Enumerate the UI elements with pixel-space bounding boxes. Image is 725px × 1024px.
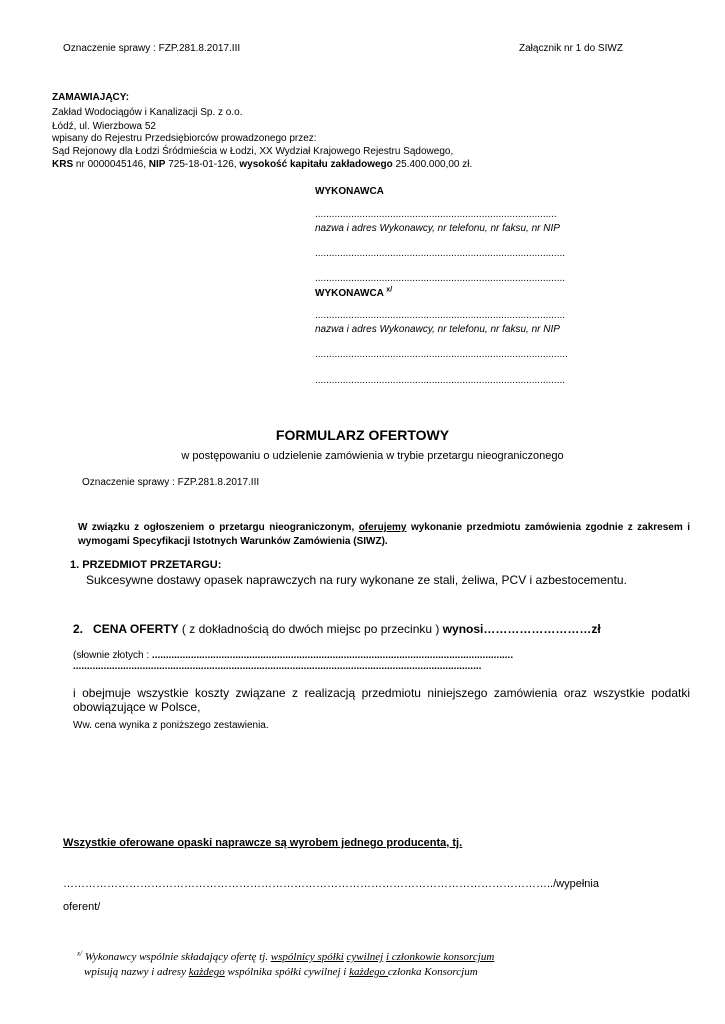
footnote-line2: [84, 966, 478, 978]
footnote-line1: [77, 951, 494, 963]
buyer-address: Łódź, ul. Wierzbowa 52: [52, 121, 156, 132]
krs-label: KRS: [52, 159, 74, 170]
footnote-underlined: każdego: [188, 966, 225, 978]
price-dots-line[interactable]: ...................................................................................................................................................: [73, 661, 482, 672]
producer-field[interactable]: ……………………………………………………………………………………………………………………../wypełnia: [63, 878, 599, 890]
footnote-text: członka Konsorcjum: [387, 966, 478, 978]
price-in-words-label: (słownie złotych :: [73, 650, 152, 661]
case-reference-header: Oznaczenie sprawy : FZP.281.8.2017.III: [63, 43, 241, 54]
form-case-reference: Oznaczenie sprawy : FZP.281.8.2017.III: [82, 477, 260, 488]
footnote-underlined: każdego: [349, 966, 388, 978]
buyer-name: Zakład Wodociągów i Kanalizacji Sp. z o.o.: [52, 107, 243, 118]
footnote-text: Wykonawcy wspólnie składający ofertę tj.: [82, 951, 271, 963]
capital-value: 25.400.000,00 zł.: [392, 159, 473, 170]
price-derived-text: Ww. cena wynika z poniższego zestawienia.: [73, 720, 269, 731]
contractor-dots[interactable]: ..........................................................................................: [315, 310, 566, 321]
producer-suffix: oferent/: [63, 901, 101, 913]
nip-label: NIP: [148, 159, 166, 170]
intro-text: W związku z ogłoszeniem o przetargu nieograniczonym,: [78, 522, 359, 533]
price-includes-text: i obejmuje wszystkie koszty związane z realizacją przedmiotu niniejszego zamówienia oraz wszystkie podatki obowiązujące w Polsce,: [73, 686, 690, 714]
intro-text: wykonanie przedmiotu zamówienia zgodnie z zakresem i wymogami Specyfikacji Istotnych Warunków Zamówienia (SIWZ).: [78, 522, 690, 547]
buyer-registry-line2: Sąd Rejonowy dla Łodzi Śródmieścia w Łodzi, XX Wydział Krajowego Rejestru Sądowego,: [52, 146, 454, 157]
contractor-dots[interactable]: ...........................................................................................: [315, 349, 568, 360]
buyer-label: ZAMAWIAJĄCY:: [52, 92, 130, 103]
capital-label: wysokość kapitału zakładowego: [239, 159, 393, 170]
section-2-note: ( z dokładnością do dwóch miejsc po przecinku ): [178, 622, 443, 636]
section-2-heading: [73, 622, 601, 636]
section-1-heading: 1. PRZEDMIOT PRZETARGU:: [70, 559, 222, 571]
contractor-dots[interactable]: ..........................................................................................: [315, 375, 566, 386]
attachment-label: Załącznik nr 1 do SIWZ: [519, 43, 623, 54]
price-in-words-field[interactable]: ..................................................................................................................................: [151, 650, 514, 661]
contractor-dots[interactable]: .......................................................................................: [315, 209, 557, 220]
footnote-marker: x/: [386, 286, 393, 294]
contractor-label-text: WYKONAWCA: [315, 288, 384, 299]
intro-underlined: oferujemy: [358, 522, 407, 533]
footnote-underlined: wspólnicy spółki: [270, 951, 344, 963]
section-1-text: Sukcesywne dostawy opasek naprawczych na rury wykonane ze stali, żeliwa, PCV i azbestocementu.: [86, 573, 627, 587]
contractor-hint: nazwa i adres Wykonawcy, nr telefonu, nr faksu, nr NIP: [315, 324, 560, 335]
contractor-dots[interactable]: ..........................................................................................: [315, 273, 566, 284]
intro-paragraph: [78, 521, 690, 549]
footnote-underlined: cywilnej: [346, 951, 384, 963]
krs-value: nr 0000045146,: [73, 159, 149, 170]
form-title: FORMULARZ OFERTOWY: [275, 427, 450, 443]
buyer-registry-line3: [52, 159, 472, 170]
form-subtitle: w postępowaniu o udzielenie zamówienia w trybie przetargu nieograniczonego: [181, 450, 564, 462]
nip-value: 725-18-01-126,: [165, 159, 240, 170]
contractor-label: WYKONAWCA: [315, 186, 384, 197]
footnote-text: wspólnika spółki cywilnej i: [224, 966, 350, 978]
footnote-text: wpisują nazwy i adresy: [84, 966, 189, 978]
contractor-hint: nazwa i adres Wykonawcy, nr telefonu, nr faksu, nr NIP: [315, 223, 560, 234]
footnote-marker: x/: [77, 949, 83, 958]
footnote-underlined: i członkowie konsorcjum: [385, 951, 495, 963]
section-2-label: CENA OFERTY: [93, 622, 179, 636]
price-amount-field[interactable]: wynosi………………………zł: [442, 622, 601, 636]
contractor-dots[interactable]: ..........................................................................................: [315, 248, 566, 259]
buyer-registry-line1: wpisany do Rejestru Przedsiębiorców prowadzonego przez:: [52, 133, 317, 144]
section-2-number: 2.: [73, 622, 84, 636]
contractor-label: [315, 288, 392, 299]
producer-heading: Wszystkie oferowane opaski naprawcze są wyrobem jednego producenta, tj.: [63, 837, 463, 849]
